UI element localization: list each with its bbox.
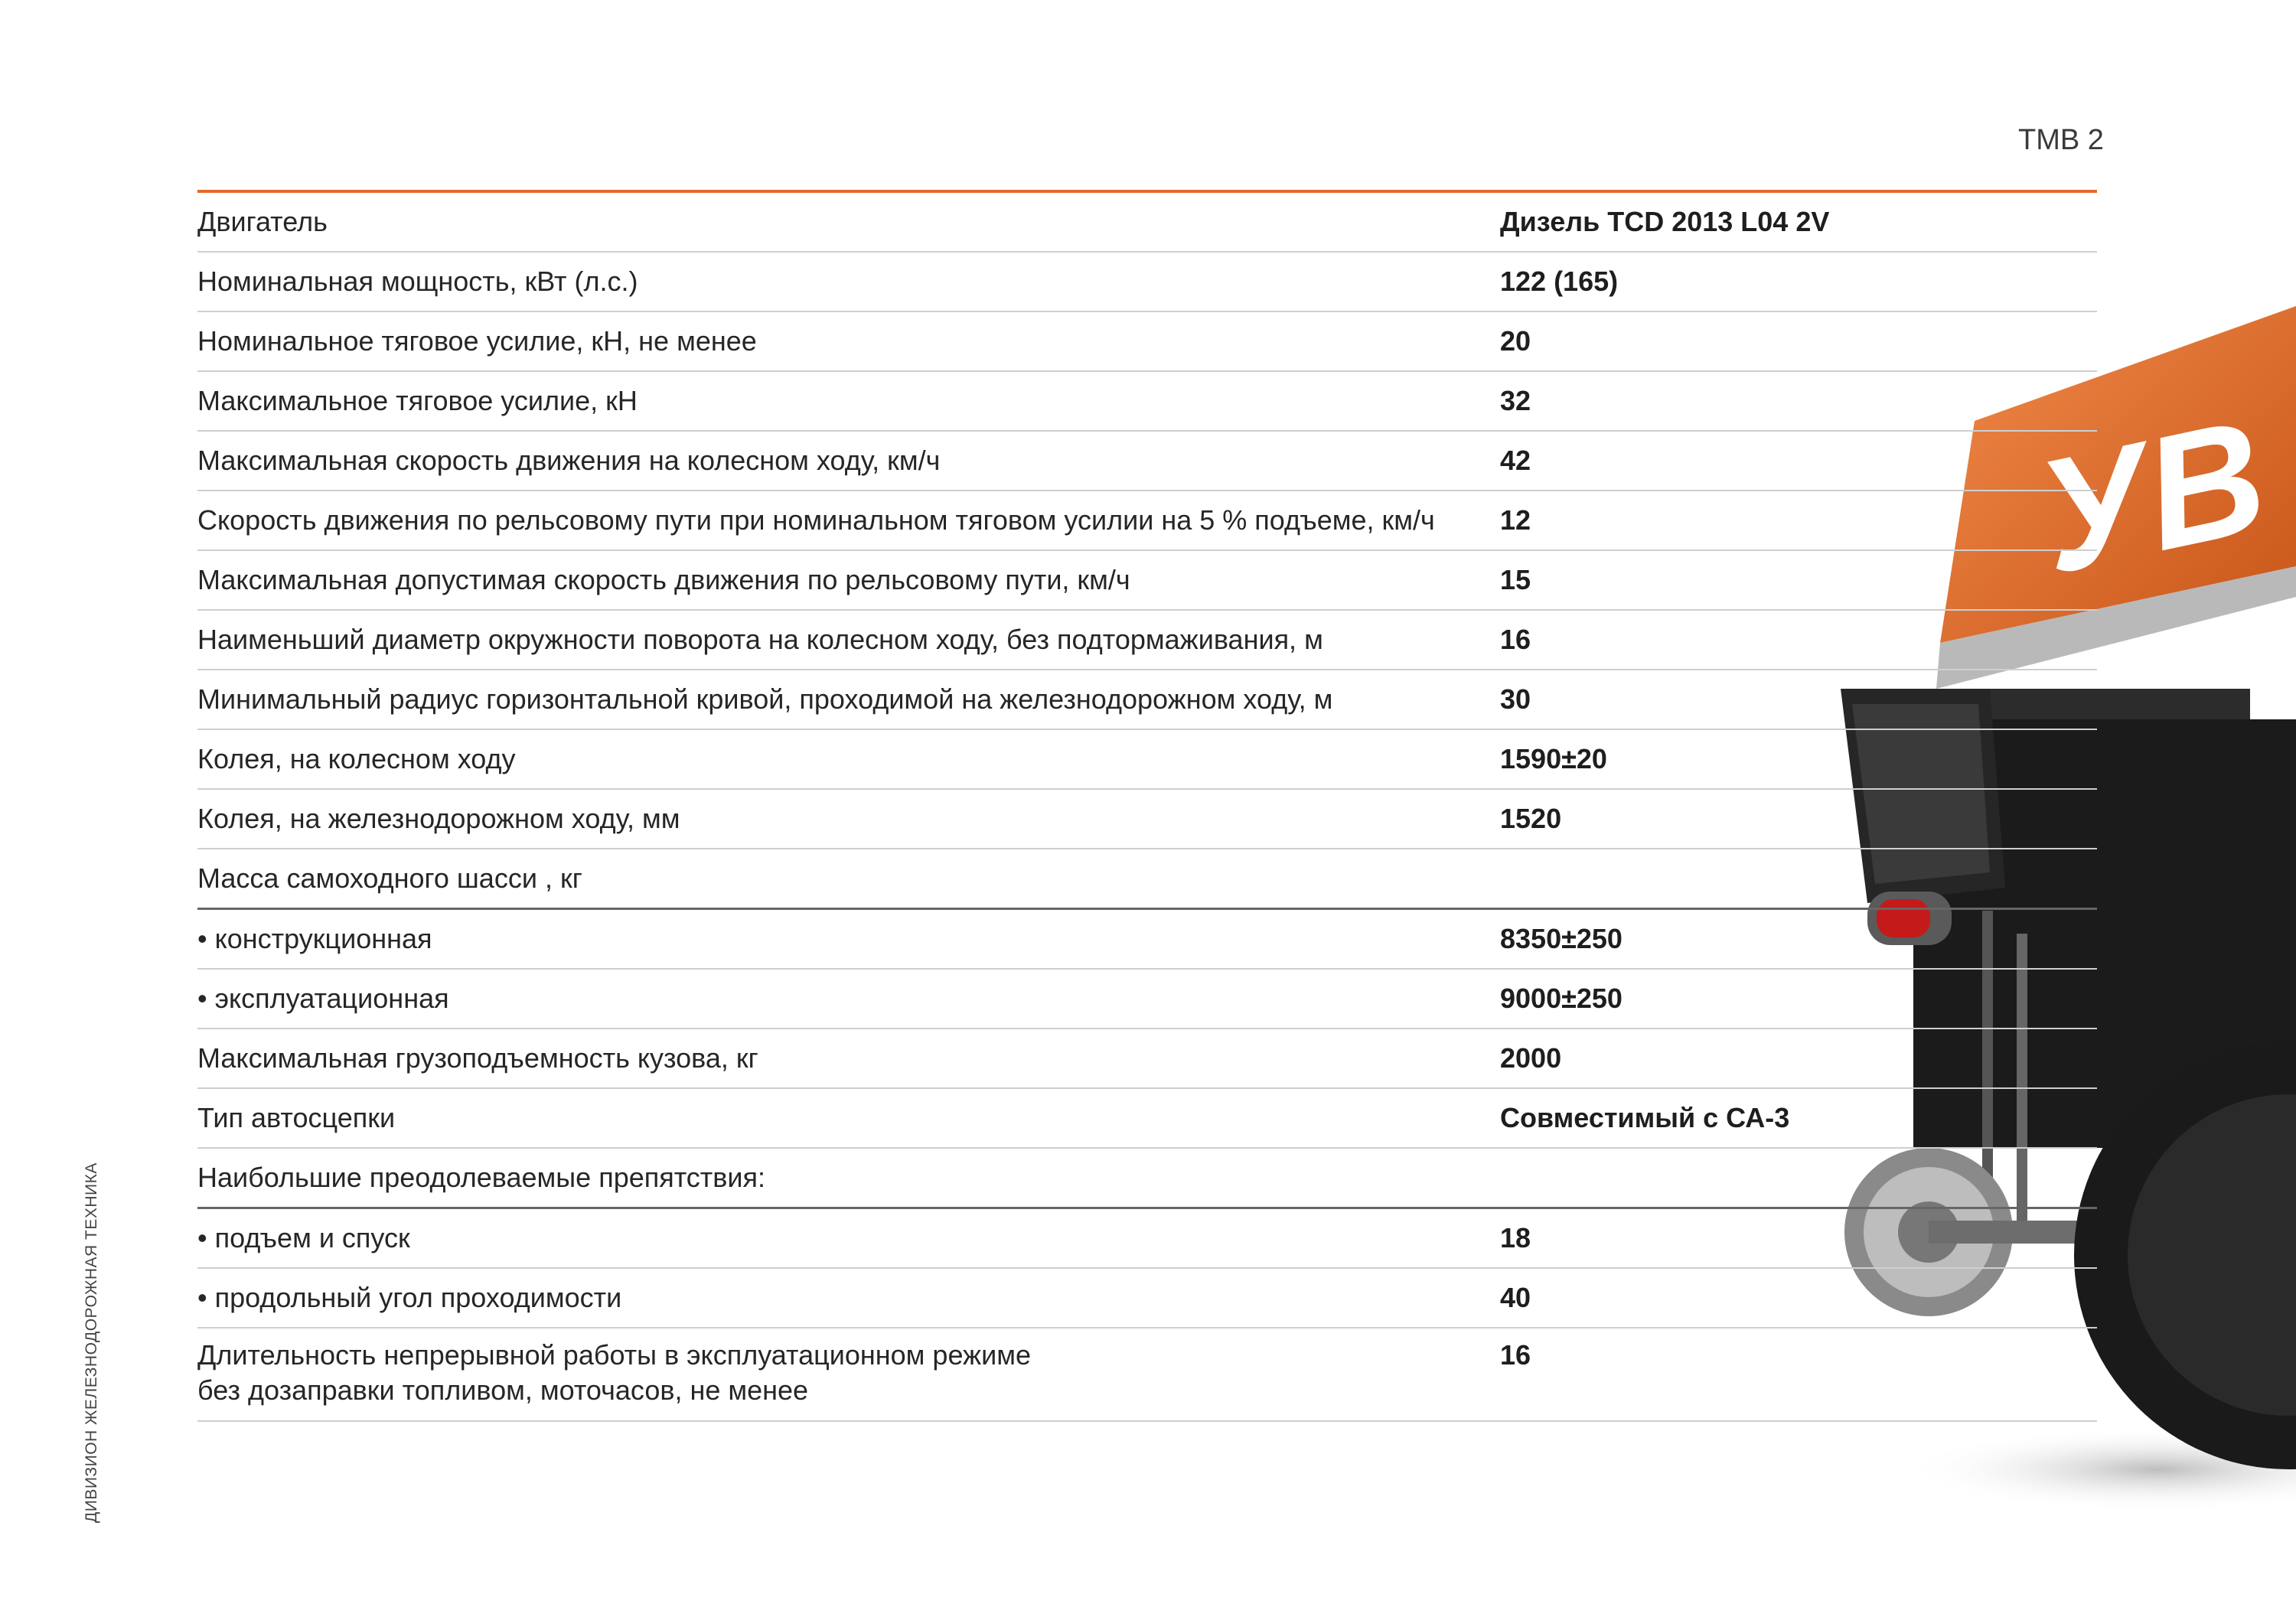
spec-row (197, 1029, 2097, 1089)
spec-value: 16 (1500, 1339, 1531, 1371)
spec-table (197, 190, 2097, 1422)
spec-label: Максимальная допустимая скорость движения по рельсовому пути, км/ч (197, 564, 1130, 595)
spec-label: • подъем и спуск (197, 1222, 410, 1254)
spec-row (197, 1269, 2097, 1328)
spec-value: 18 (1500, 1222, 1531, 1254)
spec-row (197, 372, 2097, 432)
spec-label: Масса самоходного шасси , кг (197, 862, 582, 894)
spec-row (197, 551, 2097, 611)
spec-value: 30 (1500, 683, 1531, 715)
model-label: ТМВ 2 (2018, 124, 2104, 156)
spec-value: 8350±250 (1500, 923, 1623, 954)
spec-value: 9000±250 (1500, 983, 1623, 1014)
spec-label: • продольный угол проходимости (197, 1282, 622, 1313)
spec-label: Колея, на колесном ходу (197, 743, 516, 774)
spec-row (197, 253, 2097, 312)
spec-row (197, 1149, 2097, 1209)
spec-label: Скорость движения по рельсовому пути при номинальном тяговом усилии на 5 % подъеме, км/ч (197, 504, 1435, 536)
spec-value: 16 (1500, 624, 1531, 655)
spec-row (197, 790, 2097, 849)
spec-value: 12 (1500, 504, 1531, 536)
division-label: ДИВИЗИОН ЖЕЛЕЗНОДОРОЖНАЯ ТЕХНИКА (83, 1162, 100, 1523)
spec-value: 32 (1500, 385, 1531, 416)
spec-row (197, 1209, 2097, 1269)
body-lettering: УВ (2023, 384, 2281, 608)
spec-row (197, 491, 2097, 551)
spec-value: Дизель TCD 2013 L04 2V (1500, 206, 1830, 237)
spec-label: Двигатель (197, 206, 328, 237)
spec-label: Номинальное тяговое усилие, кН, не менее (197, 325, 757, 357)
spec-value: 40 (1500, 1282, 1531, 1313)
spec-label: • эксплуатационная (197, 983, 449, 1014)
spec-row (197, 730, 2097, 790)
spec-label: • конструкционная (197, 923, 432, 954)
spec-label: Минимальный радиус горизонтальной кривой, проходимой на железнодорожном ходу, м (197, 683, 1333, 715)
spec-row (197, 1328, 2097, 1422)
spec-row (197, 970, 2097, 1029)
spec-label: Длительность непрерывной работы в эксплуатационном режиме без дозаправки топливом, моточасов, не менее (197, 1339, 1032, 1406)
spec-label: Наибольшие преодолеваемые препятствия: (197, 1162, 766, 1193)
spec-value: 42 (1500, 445, 1531, 476)
spec-row (197, 432, 2097, 491)
spec-label: Тип автосцепки (197, 1102, 396, 1133)
spec-label: Максимальное тяговое усилие, кН (197, 385, 638, 416)
spec-value: 20 (1500, 325, 1531, 357)
spec-row (197, 670, 2097, 730)
spec-value: 1590±20 (1500, 743, 1607, 774)
spec-value: Совместимый с СА-3 (1500, 1102, 1790, 1133)
spec-row (197, 1089, 2097, 1149)
spec-value: 1520 (1500, 803, 1562, 834)
spec-label: Номинальная мощность, кВт (л.с.) (197, 266, 638, 297)
spec-value: 122 (165) (1500, 266, 1619, 297)
spec-label: Колея, на железнодорожном ходу, мм (197, 803, 680, 834)
spec-value: 2000 (1500, 1042, 1562, 1074)
spec-row (197, 849, 2097, 910)
spec-row (197, 193, 2097, 253)
spec-row (197, 611, 2097, 670)
spec-label: Максимальная скорость движения на колесном ходу, км/ч (197, 445, 941, 476)
spec-value: 15 (1500, 564, 1531, 595)
spec-label: Максимальная грузоподъемность кузова, кг (197, 1042, 758, 1074)
spec-label: Наименьший диаметр окружности поворота на колесном ходу, без подтормаживания, м (197, 624, 1323, 655)
spec-row (197, 312, 2097, 372)
spec-row (197, 910, 2097, 970)
